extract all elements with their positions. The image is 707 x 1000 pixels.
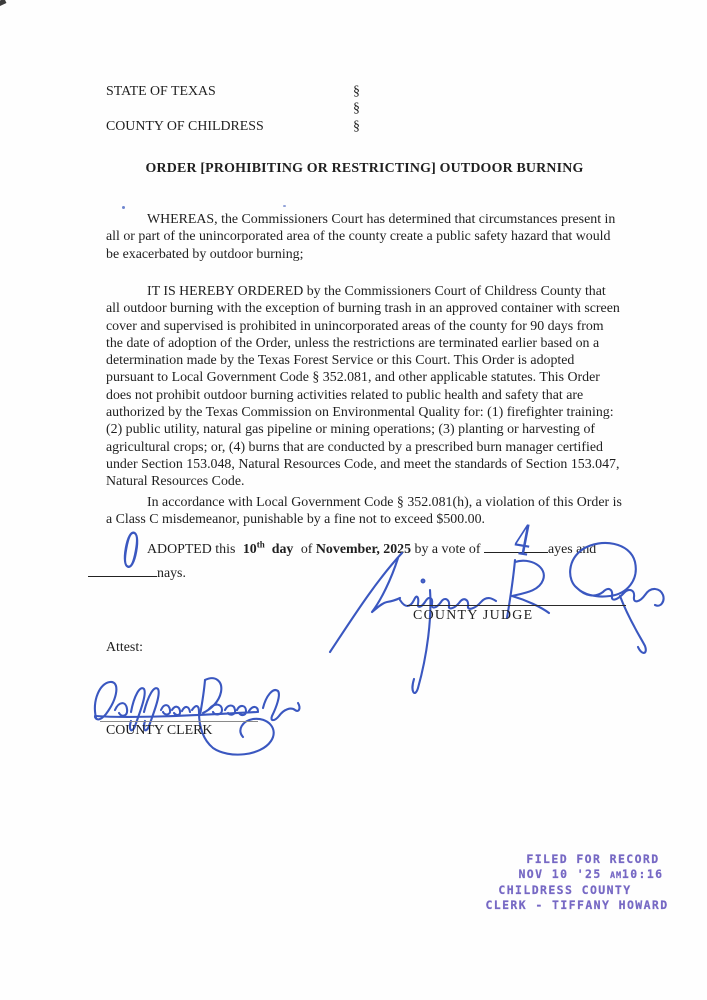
adoption-of-word: of	[300, 542, 313, 557]
ayes-label: ayes and	[548, 542, 597, 557]
caption-row-county	[106, 119, 623, 136]
stamp-line-county: CHILDRESS COUNTY	[498, 883, 632, 898]
attest-label: Attest:	[106, 640, 144, 655]
paragraph-ordered: IT IS HEREBY ORDERED by the Commissioners Court of Childress County that all outdoor burning with the exception of burning trash in an approved container with screen cover and supervised is prohibited in unincorporated areas of the county for 90 days from the date of adoption of the Order, unless the restrictions are terminated earlier based on a determination made by the Texas Forest Service or this Court. This Order is adopted pursuant to Local Government Code § 352.081, and other applicable statutes. This Order does not prohibit outdoor burning activities related to public health and safety that are authorized by the Texas Commission on Environmental Quality for: (1) firefighter training: (2) public utility, natural gas pipeline or mining operations; (3) planting or harvesting of agricultural crops; or, (4) burns that are conducted by a prescribed burn manager certified under Section 153.048, Natural Resources Code, and meet the standards of Section 153.047, Natural Resources Code.	[106, 284, 620, 490]
adoption-day-bold: 10th day	[242, 539, 294, 557]
section-symbol: §	[353, 118, 360, 134]
paragraph-whereas: WHEREAS, the Commissioners Court has determined that circumstances present in all or part of the unincorporated area of the county create a public safety hazard that would be exacerbated by outdoor burning;	[106, 212, 616, 262]
section-symbol: §	[353, 101, 360, 117]
judge-signature-line	[407, 605, 626, 606]
stamp-meridiem: AM	[610, 870, 622, 881]
section-symbol: §	[353, 84, 360, 99]
stamp-line-clerk-name: CLERK - TIFFANY HOWARD	[485, 897, 669, 912]
scan-corner-artifact	[0, 0, 6, 6]
stamp-line-datetime: NOV 10 '25 AM10:16	[518, 866, 664, 881]
caption-row-state	[106, 84, 623, 101]
state-of-texas-label: STATE OF TEXAS	[106, 84, 216, 99]
document-title: ORDER [PROHIBITING OR RESTRICTING] OUTDOOR BURNING	[145, 161, 584, 176]
judge-title-label: COUNTY JUDGE	[413, 608, 534, 623]
vote-phrase: by a vote of	[414, 542, 481, 557]
clerk-title-label: COUNTY CLERK	[106, 723, 213, 738]
handwritten-ayes-count: 4	[513, 514, 534, 567]
filed-for-record-stamp	[458, 852, 707, 912]
adoption-date-bold: November, 2025	[315, 542, 412, 557]
caption-block	[106, 84, 623, 136]
scan-speck	[122, 206, 125, 209]
caption-row-middle	[106, 101, 623, 118]
handwritten-nays-count: 0	[120, 519, 142, 583]
county-clerk-signature	[85, 668, 325, 768]
adopted-prefix: ADOPTED this	[147, 542, 236, 557]
nays-label: nays.	[157, 566, 186, 581]
stamp-line-filed: FILED FOR RECORD	[526, 852, 660, 866]
scan-speck	[283, 205, 286, 207]
county-of-childress-label: COUNTY OF CHILDRESS	[106, 118, 264, 134]
paragraph-violation: In accordance with Local Government Code § 352.081(h), a violation of this Order is a Class C misdemeanor, punishable by a fine not to exceed $500.00.	[106, 495, 622, 528]
clerk-signature-line	[100, 721, 258, 722]
